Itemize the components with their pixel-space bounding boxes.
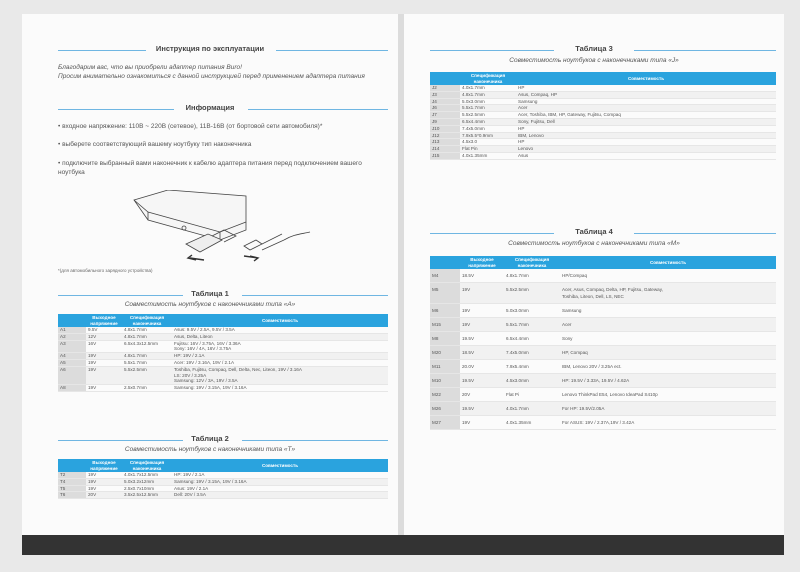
table3-row <box>430 112 776 119</box>
table4-cell: M15 <box>430 318 460 332</box>
bottom-edge <box>22 535 784 555</box>
table4-header-row <box>430 256 776 269</box>
table4-cell: 18.5V <box>460 346 504 360</box>
table1-cell: 19V <box>86 385 122 392</box>
table2-row <box>58 485 388 492</box>
table1-cell: 19V <box>86 366 122 384</box>
table3-th <box>430 72 460 85</box>
table3-cell: J15 <box>430 152 460 159</box>
table2-cell: T6 <box>58 492 86 499</box>
table4-cell: 20.0V <box>460 360 504 374</box>
table1-cell: Asus, Delta, Liteon <box>172 333 388 340</box>
table4-cell: 19V <box>460 318 504 332</box>
table4-cell: 7.9x5.4mm <box>504 360 560 374</box>
table1-th: Спецификация наконечника <box>122 314 172 327</box>
table3-cell: J7 <box>430 112 460 119</box>
table1-cell: A8 <box>58 385 86 392</box>
table3-row <box>430 139 776 146</box>
table4-cell: HP/Compaq <box>560 269 776 283</box>
table4-th: Совместимость <box>560 256 776 269</box>
table4-cell: 19V <box>460 283 504 304</box>
table3-cell: J4 <box>430 98 460 105</box>
table3-cell: J13 <box>430 139 460 146</box>
table3-row <box>430 132 776 139</box>
table3-cell: HP <box>516 85 776 91</box>
table1-cell: 16V <box>86 340 122 353</box>
table1-th <box>58 314 86 327</box>
table4-row <box>430 416 776 430</box>
table3-row <box>430 146 776 153</box>
table3-row <box>430 98 776 105</box>
table4-cell: 19V <box>460 304 504 318</box>
table3-cell: 7.4x5.0mm <box>460 125 516 132</box>
table3-row <box>430 91 776 98</box>
bullet-input-voltage: • входное напряжение: 110В ~ 220В (сетевое), 11В-16В (от бортовой сети автомобиля)* <box>58 123 323 130</box>
table3-cell: HP <box>516 125 776 132</box>
intro-thanks: Благодарим вас, что вы приобрели адаптер питания Buro! <box>58 64 242 71</box>
table3-cell: J6 <box>430 105 460 112</box>
table1-cell: 5.5x2.5mm <box>122 366 172 384</box>
table1-cell: 19V <box>86 359 122 366</box>
table3 <box>430 72 776 160</box>
table1-cell: Samsung: 19V / 3.15A, 19V / 3.16A <box>172 385 388 392</box>
table4-row <box>430 318 776 332</box>
table1-row <box>58 333 388 340</box>
table1-cell: Asus: 9.5V / 2.5A, 9.5V / 3.5A <box>172 327 388 333</box>
table3-cell: 5.5x1.7mm <box>460 105 516 112</box>
table4-cell: M11 <box>430 360 460 374</box>
table3-cell: HP <box>516 139 776 146</box>
table1-cell: 5.5x1.7mm <box>122 359 172 366</box>
table1-cell: 12V <box>86 333 122 340</box>
table2-cell: Dell: 20V / 3.5A <box>172 492 388 499</box>
table3-cell: 4.0x1.7mm <box>460 85 516 91</box>
table4-cell: Lenovo ThinkPad E54, Lenovo IdeaPad S410p <box>560 388 776 402</box>
table3-row <box>430 118 776 125</box>
table1 <box>58 314 388 392</box>
table4-cell: Sony <box>560 332 776 346</box>
table4-cell: 4.8x1.7mm <box>504 269 560 283</box>
table3-title: Таблица 3 <box>571 44 617 53</box>
table1-row <box>58 353 388 360</box>
table1-cell: 2.5x0.7mm <box>122 385 172 392</box>
table4-row <box>430 388 776 402</box>
table3-cell: Sony, Fujitsu, Dell <box>516 118 776 125</box>
table4-cell: M6 <box>430 304 460 318</box>
table1-cell: A5 <box>58 359 86 366</box>
table4-cell: M8 <box>430 332 460 346</box>
table4-cell: HP: 19.5V / 3.33A, 19.5V / 4.62A <box>560 374 776 388</box>
left-page <box>22 14 398 540</box>
table4-cell: 19.5V <box>460 402 504 416</box>
table3-cell: Acer, Toshiba, IBM, HP, Gateway, Fujitsu, Compaq <box>516 112 776 119</box>
table1-cell: 19V <box>86 353 122 360</box>
table2-th: Совместимость <box>172 459 388 472</box>
table4-cell: M27 <box>430 416 460 430</box>
table1-cell: 6.5x4.3x12.5mm <box>122 340 172 353</box>
table4-cell: 4.0x1.7mm <box>504 402 560 416</box>
table3-cell: J3 <box>430 91 460 98</box>
table2-cell: Asus: 19V / 2.1A <box>172 485 388 492</box>
table3-row <box>430 125 776 132</box>
table4-cell: 5.5x2.5mm <box>504 283 560 304</box>
table1-th: Выходное напряжение <box>86 314 122 327</box>
table3-cell: 4.8x1.7mm <box>460 91 516 98</box>
table1-header <box>22 289 398 301</box>
table3-cell: J10 <box>430 125 460 132</box>
table1-cell: HP: 19V / 2.1A <box>172 353 388 360</box>
table2-cell: 5.0x3.2x12mm <box>122 478 172 485</box>
footnote: *(для автомобильного зарядного устройства) <box>58 268 153 273</box>
table1-row <box>58 359 388 366</box>
table2-cell: T2 <box>58 472 86 478</box>
table3-cell: J12 <box>430 132 460 139</box>
table4-cell: M4 <box>430 269 460 283</box>
table1-cell: Acer: 19V / 3.16A, 19V / 2.1A <box>172 359 388 366</box>
section-instructions-title: Инструкция по эксплуатации <box>152 44 268 53</box>
table4-header <box>404 227 784 239</box>
table4 <box>430 256 776 430</box>
table3-cell: Samsung <box>516 98 776 105</box>
table1-cell: 4.8x1.7mm <box>122 327 172 333</box>
table4-row <box>430 269 776 283</box>
table4-cell: 6.5x4.4mm <box>504 332 560 346</box>
table1-cell: 9.5V <box>86 327 122 333</box>
table4-cell: Flat Pi <box>504 388 560 402</box>
table3-cell: 5.0x3.0mm <box>460 98 516 105</box>
table3-cell: 6.5x4.4mm <box>460 118 516 125</box>
table4-cell: 20V <box>460 388 504 402</box>
right-page <box>404 14 784 540</box>
table4-th: Выходное напряжение <box>460 256 504 269</box>
table2-subtitle: Совместимость ноутбуков с наконечниками типа «T» <box>124 446 296 453</box>
table2-th: Спецификация наконечника <box>122 459 172 472</box>
table3-cell: IBM, Lenovo <box>516 132 776 139</box>
table3-subtitle: Совместимость ноутбуков с наконечниками типа «J» <box>509 57 679 64</box>
table2-cell: 2.5x0.7x10mm <box>122 485 172 492</box>
table2-cell: 20V <box>86 492 122 499</box>
table4-th: Спецификация наконечника <box>504 256 560 269</box>
table4-cell: 5.5x1.7mm <box>504 318 560 332</box>
table4-cell: 7.4x5.0mm <box>504 346 560 360</box>
table4-th <box>430 256 460 269</box>
table4-cell: M22 <box>430 388 460 402</box>
table1-th: Совместимость <box>172 314 388 327</box>
table4-subtitle: Совместимость ноутбуков с наконечниками типа «M» <box>508 240 680 247</box>
table3-cell: 5.5x2.5mm <box>460 112 516 119</box>
table1-cell: A1 <box>58 327 86 333</box>
table1-cell: 4.8x1.7mm <box>122 333 172 340</box>
table4-cell: 5.0x3.0mm <box>504 304 560 318</box>
table1-cell: A4 <box>58 353 86 360</box>
table4-row <box>430 346 776 360</box>
table4-title: Таблица 4 <box>571 227 617 236</box>
table2-row <box>58 492 388 499</box>
table3-th: Совместимость <box>516 72 776 85</box>
table1-row <box>58 366 388 384</box>
table3-cell: J2 <box>430 85 460 91</box>
table1-cell: Toshiba, Fujitsu, Compaq, Dell, Delta, Nec, Liteon, 19V / 3.16A LS: 20V / 3.25A Samsung: 12V / 3A, 19V / 3.5A <box>172 366 388 384</box>
table4-cell: 4.5x3.0mm <box>504 374 560 388</box>
table2-title: Таблица 2 <box>187 434 233 443</box>
table4-cell: 19.5V <box>460 374 504 388</box>
table3-cell: Asus <box>516 152 776 159</box>
table4-cell: 18.5V <box>460 269 504 283</box>
table1-cell: A6 <box>58 366 86 384</box>
table4-cell: 4.0x1.35mm <box>504 416 560 430</box>
table3-cell: Asus, Compaq, HP <box>516 91 776 98</box>
table3-header <box>404 44 784 56</box>
table2-cell: T5 <box>58 485 86 492</box>
table4-cell: 19V <box>460 416 504 430</box>
table4-cell: Acer, Asus, Compaq, Delta, HP, Fujitsu, Gateway, Toshiba, Liteon, Dell, LS, NEC <box>560 283 776 304</box>
table2-header-row <box>58 459 388 472</box>
table4-cell: Samsung <box>560 304 776 318</box>
table4-cell: M5 <box>430 283 460 304</box>
table2-th: Выходное напряжение <box>86 459 122 472</box>
table4-cell: IBM, Lenovo 20V / 3.25A ect. <box>560 360 776 374</box>
table2-row <box>58 478 388 485</box>
table1-row <box>58 385 388 392</box>
table2-th <box>58 459 86 472</box>
table1-title: Таблица 1 <box>187 289 233 298</box>
table1-header-row <box>58 314 388 327</box>
table4-row <box>430 402 776 416</box>
table3-row <box>430 152 776 159</box>
table2-cell: 19V <box>86 478 122 485</box>
bullet-connect-tip: • подключите выбранный вами наконечник к кабелю адаптера питания перед подключением вашего ноутбука <box>58 160 362 176</box>
table4-cell: Acer <box>560 318 776 332</box>
table2-header <box>22 434 398 446</box>
table3-header-row <box>430 72 776 85</box>
table4-cell: M10 <box>430 374 460 388</box>
table1-cell: Fujitsu: 16V / 3.75A, 16V / 3.36A Sony: 16V / 4A, 16V / 3.75A <box>172 340 388 353</box>
table2-cell: T4 <box>58 478 86 485</box>
table3-cell: Lenovo <box>516 146 776 153</box>
table3-cell: 7.9x5.5*0.9mm <box>460 132 516 139</box>
table3-cell: J9 <box>430 118 460 125</box>
table3-th: Спецификация наконечника <box>460 72 516 85</box>
intro-request: Просим внимательно ознакомиться с данной инструкцией перед применением адаптера питания <box>58 73 365 80</box>
table4-row <box>430 283 776 304</box>
table2-cell: 3.5x2.5x12.5mm <box>122 492 172 499</box>
table1-cell: A2 <box>58 333 86 340</box>
table3-cell: Acer <box>516 105 776 112</box>
bullet-choose-tip: • выберете соответствующий вашему ноутбуку тип наконечника <box>58 141 252 148</box>
table3-cell: J14 <box>430 146 460 153</box>
table1-row <box>58 340 388 353</box>
table3-cell: 4.5x3.0 <box>460 139 516 146</box>
table4-cell: HP, Compaq <box>560 346 776 360</box>
laptop-connector-illustration <box>116 190 316 270</box>
table2 <box>58 459 388 499</box>
table1-subtitle: Совместимость ноутбуков с наконечниками типа «A» <box>124 301 296 308</box>
table4-row <box>430 332 776 346</box>
table4-cell: 19.5V <box>460 332 504 346</box>
table2-cell: Samsung: 19V / 3.15A, 19V / 3.16A <box>172 478 388 485</box>
table1-cell: A3 <box>58 340 86 353</box>
table2-cell: HP: 19V / 2.1A <box>172 472 388 478</box>
table2-cell: 19V <box>86 472 122 478</box>
table3-row <box>430 105 776 112</box>
table3-cell: 4.0x1.35mm <box>460 152 516 159</box>
section-info-header <box>22 103 398 115</box>
table4-cell: M26 <box>430 402 460 416</box>
table3-cell: Flat Pin <box>460 146 516 153</box>
table4-row <box>430 360 776 374</box>
table4-cell: For HP: 19.5V/2.05A <box>560 402 776 416</box>
table2-cell: 4.0x1.7x12.5mm <box>122 472 172 478</box>
table2-cell: 19V <box>86 485 122 492</box>
table4-row <box>430 374 776 388</box>
table1-cell: 4.8x1.7mm <box>122 353 172 360</box>
table4-cell: For ASUS: 19V / 2.37A,19V / 3.42A <box>560 416 776 430</box>
section-info-title: Информация <box>182 103 239 112</box>
table4-cell: M20 <box>430 346 460 360</box>
table4-row <box>430 304 776 318</box>
section-instructions-header <box>22 44 398 56</box>
